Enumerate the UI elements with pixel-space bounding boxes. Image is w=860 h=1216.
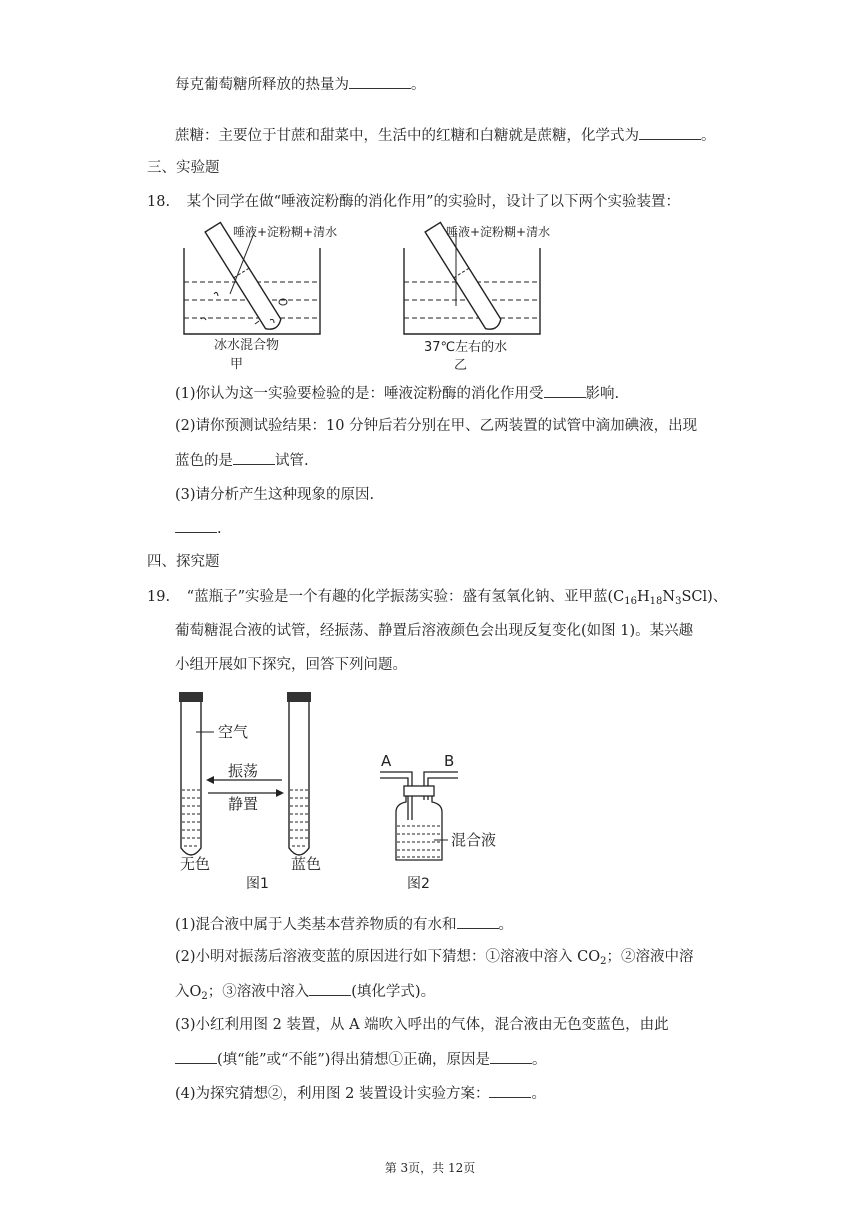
- q18-part3-end: .: [217, 521, 222, 537]
- q19-stem-line2: 葡萄糖混合液的试管，经振荡、静置后溶液颜色会出现反复变化(如图 1)。某兴趣: [175, 623, 694, 639]
- q19-part1-end: 。: [498, 917, 514, 933]
- q17-line2-text: 蔗糖：主要位于甘蔗和甜菜中，生活中的红糖和白糖就是蔗糖，化学式为: [175, 128, 639, 144]
- q19-part2-line2-text: 入O: [175, 984, 202, 1000]
- page-footer: 第 3页，共 12页: [384, 1161, 476, 1175]
- q18-part2-line2: [175, 450, 309, 471]
- fig2-mix-label: 混合液: [451, 831, 497, 849]
- q19-part3-line2: [175, 1049, 546, 1070]
- q19-part4: [175, 1083, 546, 1104]
- answer-blank[interactable]: [489, 1083, 531, 1098]
- answer-blank[interactable]: [457, 914, 499, 929]
- q19-part4-end: 。: [531, 1086, 546, 1102]
- yi-tube-label: 唾液+淀粉糊+清水: [446, 225, 551, 239]
- figure-1: [170, 690, 360, 875]
- q18-part1-text: (1)你认为这一实验要检验的是：唾液淀粉酶的消化作用受: [175, 386, 544, 402]
- answer-blank[interactable]: [309, 981, 351, 996]
- formula-subscript: 18: [649, 596, 663, 607]
- jia-caption: 甲: [230, 357, 244, 372]
- fig2-caption: 图2: [407, 876, 430, 892]
- answer-blank[interactable]: [544, 383, 586, 398]
- question-number: 18.: [147, 194, 171, 210]
- fig1-shake-label: 振荡: [228, 762, 259, 780]
- q19-part2-line2-mid: ；③溶液中溶入: [207, 984, 310, 1000]
- q18-part1-end: 影响.: [585, 386, 620, 402]
- q19-part3-end: 。: [531, 1052, 547, 1068]
- q18-part3: (3)请分析产生这种现象的原因.: [175, 487, 375, 503]
- q18-stem: [147, 192, 680, 212]
- q19-stem-line1: [147, 587, 727, 612]
- fig1-rest-label: 静置: [228, 795, 259, 813]
- q19-part2-line2: [175, 981, 435, 1007]
- q19-stem-line3: 小组开展如下探究，回答下列问题。: [175, 657, 407, 673]
- fig2-label-a: A: [381, 752, 392, 770]
- formula-subscript: 2: [201, 991, 208, 1002]
- q18-part2-end: 试管.: [275, 453, 309, 469]
- yi-bath-label: 37℃左右的水: [424, 340, 508, 355]
- q18-stem-text: 某个同学在做“唾液淀粉酶的消化作用”的实验时，设计了以下两个实验装置：: [186, 194, 680, 210]
- q19-stem-text: “蓝瓶子”实验是一个有趣的化学振荡实验：盛有氢氧化钠、亚甲蓝(C: [186, 589, 625, 605]
- fig1-colorless-label: 无色: [180, 855, 211, 873]
- q19-part3-text: (填“能”或“不能”)得出猜想①正确，原因是: [217, 1052, 490, 1068]
- q18-part2-text: 蓝色的是: [175, 453, 233, 469]
- q17-line1: [175, 74, 426, 95]
- fig1-blue-label: 蓝色: [291, 855, 322, 873]
- q19-part2-line2-end: (填化学式)。: [351, 984, 436, 1000]
- answer-blank[interactable]: [349, 74, 411, 89]
- q17-line1-text: 每克葡萄糖所释放的热量为: [175, 77, 349, 93]
- q17-line1-end: 。: [411, 77, 426, 93]
- answer-blank[interactable]: [490, 1049, 532, 1064]
- section-heading-4: 四、探究题: [147, 554, 220, 570]
- fig2-label-b: B: [444, 752, 455, 770]
- answer-blank[interactable]: [175, 518, 217, 533]
- answer-blank[interactable]: [639, 125, 701, 140]
- fig1-caption: 图1: [246, 876, 269, 892]
- q19-part1: [175, 914, 513, 935]
- jia-bath-label: 冰水混合物: [214, 338, 280, 353]
- q19-part4-text: (4)为探究猜想②，利用图 2 装置设计实验方案：: [175, 1086, 490, 1102]
- answer-blank[interactable]: [233, 450, 275, 465]
- q19-part2-text: (2)小明对振荡后溶液变蓝的原因进行如下猜想：①溶液中溶入 CO: [175, 949, 601, 965]
- formula-element: H: [636, 589, 650, 605]
- q19-part1-text: (1)混合液中属于人类基本营养物质的有水和: [175, 917, 457, 933]
- q18-part1: [175, 383, 619, 404]
- q17-line2-end: 。: [701, 128, 716, 144]
- q19-part3-line1: (3)小红利用图 2 装置，从 A 端吹入呼出的气体，混合液由无色变蓝色，由此: [175, 1017, 669, 1033]
- q17-line2: [175, 125, 716, 146]
- q19-part2-text-end: ；②溶液中溶: [606, 949, 694, 965]
- section-heading-3: 三、实验题: [147, 160, 220, 176]
- figure-2: [378, 750, 498, 870]
- fig1-air-label: 空气: [218, 723, 249, 741]
- formula-element: N: [662, 589, 676, 605]
- formula-subscript: 2: [600, 956, 607, 967]
- q19-part2-line1: [175, 947, 694, 972]
- q18-part3-answer: [175, 518, 222, 539]
- question-number: 19.: [147, 589, 171, 605]
- jia-tube-label: 唾液+淀粉糊+清水: [233, 225, 338, 239]
- formula-subscript: 3: [675, 596, 682, 607]
- formula-subscript: 16: [624, 596, 637, 607]
- q18-part2-line1: (2)请你预测试验结果：10 分钟后若分别在甲、乙两装置的试管中滴加碘液，出现: [175, 418, 698, 434]
- answer-blank[interactable]: [175, 1049, 217, 1064]
- yi-caption: 乙: [454, 358, 468, 373]
- formula-tail: SCl)、: [681, 589, 728, 605]
